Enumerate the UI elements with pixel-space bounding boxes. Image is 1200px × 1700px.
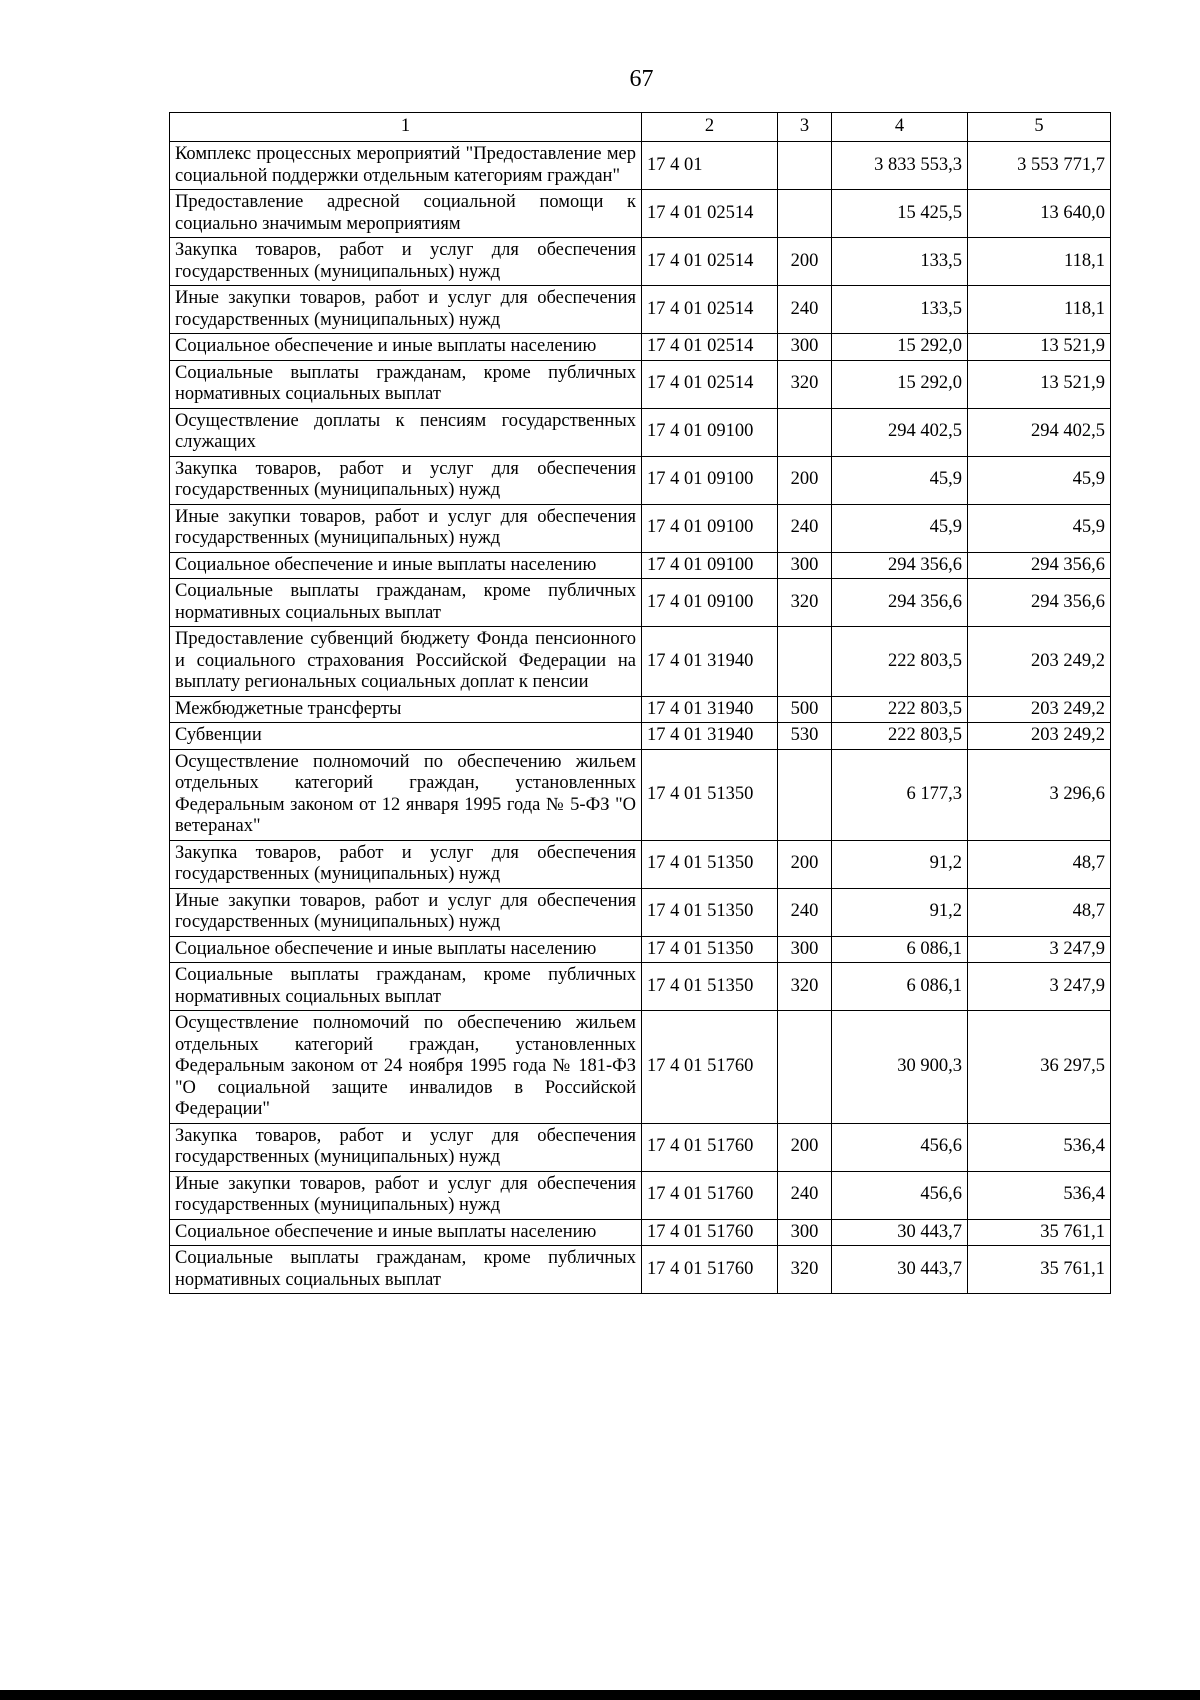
row-code-cell: 17 4 01: [642, 142, 778, 190]
row-code-cell: 17 4 01 51760: [642, 1011, 778, 1124]
row-value-col5-cell: 13 521,9: [968, 334, 1111, 361]
row-value-col4-cell: 222 803,5: [832, 723, 968, 750]
table-row: [170, 408, 1111, 456]
row-value-col4-cell: 6 177,3: [832, 749, 968, 840]
row-code-cell: 17 4 01 51350: [642, 749, 778, 840]
table-row: [170, 723, 1111, 750]
row-expense-type-cell: 320: [778, 963, 832, 1011]
row-code-cell: 17 4 01 51350: [642, 888, 778, 936]
table-row: [170, 504, 1111, 552]
row-value-col4-cell: 222 803,5: [832, 627, 968, 697]
table-row: [170, 1219, 1111, 1246]
row-value-col5-cell: 3 553 771,7: [968, 142, 1111, 190]
row-value-col5-cell: 3 247,9: [968, 936, 1111, 963]
row-code-cell: 17 4 01 02514: [642, 286, 778, 334]
row-expense-type-cell: 200: [778, 456, 832, 504]
row-expense-type-cell: 530: [778, 723, 832, 750]
row-code-cell: 17 4 01 51350: [642, 963, 778, 1011]
column-header: 4: [832, 113, 968, 142]
row-value-col5-cell: 3 247,9: [968, 963, 1111, 1011]
row-value-col4-cell: 15 425,5: [832, 190, 968, 238]
row-code-cell: 17 4 01 02514: [642, 360, 778, 408]
column-header: 3: [778, 113, 832, 142]
table-row: [170, 888, 1111, 936]
row-value-col4-cell: 6 086,1: [832, 963, 968, 1011]
table-row: [170, 1246, 1111, 1294]
row-code-cell: 17 4 01 09100: [642, 552, 778, 579]
row-value-col4-cell: 3 833 553,3: [832, 142, 968, 190]
row-value-col5-cell: 294 356,6: [968, 552, 1111, 579]
row-expense-type-cell: 240: [778, 1171, 832, 1219]
row-code-cell: 17 4 01 51350: [642, 936, 778, 963]
row-value-col5-cell: 203 249,2: [968, 627, 1111, 697]
row-expense-type-cell: 240: [778, 504, 832, 552]
row-value-col5-cell: 203 249,2: [968, 696, 1111, 723]
row-value-col4-cell: 133,5: [832, 286, 968, 334]
row-value-col5-cell: 536,4: [968, 1171, 1111, 1219]
row-value-col4-cell: 456,6: [832, 1171, 968, 1219]
row-value-col5-cell: 48,7: [968, 840, 1111, 888]
row-value-col5-cell: 294 402,5: [968, 408, 1111, 456]
column-header: 1: [170, 113, 642, 142]
row-value-col4-cell: 294 356,6: [832, 579, 968, 627]
row-expense-type-cell: 200: [778, 238, 832, 286]
table-body: [170, 142, 1111, 1294]
row-value-col5-cell: 35 761,1: [968, 1246, 1111, 1294]
row-code-cell: 17 4 01 51760: [642, 1246, 778, 1294]
row-value-col5-cell: 536,4: [968, 1123, 1111, 1171]
row-name-cell: Предоставление адресной социальной помощи к социально значимым мероприятиям: [170, 190, 642, 238]
row-name-cell: Иные закупки товаров, работ и услуг для обеспечения государственных (муниципальных) нужд: [170, 1171, 642, 1219]
row-expense-type-cell: 300: [778, 552, 832, 579]
row-code-cell: 17 4 01 31940: [642, 627, 778, 697]
row-expense-type-cell: 200: [778, 1123, 832, 1171]
row-code-cell: 17 4 01 09100: [642, 504, 778, 552]
row-code-cell: 17 4 01 51760: [642, 1123, 778, 1171]
row-value-col4-cell: 45,9: [832, 456, 968, 504]
row-value-col5-cell: 294 356,6: [968, 579, 1111, 627]
row-expense-type-cell: [778, 627, 832, 697]
table-header-row: [170, 113, 1111, 142]
row-name-cell: Социальное обеспечение и иные выплаты населению: [170, 552, 642, 579]
row-value-col4-cell: 45,9: [832, 504, 968, 552]
table-row: [170, 963, 1111, 1011]
row-name-cell: Социальное обеспечение и иные выплаты населению: [170, 1219, 642, 1246]
row-code-cell: 17 4 01 09100: [642, 456, 778, 504]
row-expense-type-cell: 300: [778, 334, 832, 361]
row-value-col4-cell: 15 292,0: [832, 360, 968, 408]
row-name-cell: Осуществление доплаты к пенсиям государственных служащих: [170, 408, 642, 456]
row-name-cell: Социальные выплаты гражданам, кроме публичных нормативных социальных выплат: [170, 963, 642, 1011]
row-code-cell: 17 4 01 02514: [642, 334, 778, 361]
row-name-cell: Иные закупки товаров, работ и услуг для обеспечения государственных (муниципальных) нужд: [170, 504, 642, 552]
row-code-cell: 17 4 01 02514: [642, 190, 778, 238]
row-expense-type-cell: [778, 749, 832, 840]
table-row: [170, 749, 1111, 840]
row-value-col4-cell: 294 402,5: [832, 408, 968, 456]
row-value-col5-cell: 48,7: [968, 888, 1111, 936]
row-expense-type-cell: 320: [778, 360, 832, 408]
row-value-col5-cell: 36 297,5: [968, 1011, 1111, 1124]
row-value-col4-cell: 15 292,0: [832, 334, 968, 361]
row-code-cell: 17 4 01 09100: [642, 579, 778, 627]
row-expense-type-cell: [778, 142, 832, 190]
row-name-cell: Осуществление полномочий по обеспечению жильем отдельных категорий граждан, установленных Федеральным законом от 24 ноября 1995 года № 181-ФЗ "О социальной защите инвалидов в Российской Федерации": [170, 1011, 642, 1124]
row-name-cell: Закупка товаров, работ и услуг для обеспечения государственных (муниципальных) нужд: [170, 1123, 642, 1171]
row-value-col4-cell: 30 900,3: [832, 1011, 968, 1124]
table-row: [170, 627, 1111, 697]
row-name-cell: Закупка товаров, работ и услуг для обеспечения государственных (муниципальных) нужд: [170, 238, 642, 286]
table-row: [170, 1123, 1111, 1171]
row-value-col4-cell: 91,2: [832, 840, 968, 888]
row-expense-type-cell: 300: [778, 936, 832, 963]
row-value-col4-cell: 6 086,1: [832, 936, 968, 963]
row-value-col5-cell: 118,1: [968, 238, 1111, 286]
table-row: [170, 696, 1111, 723]
row-value-col4-cell: 30 443,7: [832, 1219, 968, 1246]
row-name-cell: Субвенции: [170, 723, 642, 750]
table-row: [170, 936, 1111, 963]
row-value-col4-cell: 456,6: [832, 1123, 968, 1171]
column-header: 5: [968, 113, 1111, 142]
row-expense-type-cell: 500: [778, 696, 832, 723]
row-value-col4-cell: 294 356,6: [832, 552, 968, 579]
row-name-cell: Социальное обеспечение и иные выплаты населению: [170, 334, 642, 361]
table-row: [170, 334, 1111, 361]
row-expense-type-cell: 200: [778, 840, 832, 888]
row-value-col5-cell: 13 521,9: [968, 360, 1111, 408]
row-expense-type-cell: 320: [778, 1246, 832, 1294]
row-value-col5-cell: 35 761,1: [968, 1219, 1111, 1246]
row-value-col5-cell: 3 296,6: [968, 749, 1111, 840]
row-name-cell: Иные закупки товаров, работ и услуг для обеспечения государственных (муниципальных) нужд: [170, 888, 642, 936]
row-value-col5-cell: 203 249,2: [968, 723, 1111, 750]
row-expense-type-cell: [778, 408, 832, 456]
row-expense-type-cell: 240: [778, 888, 832, 936]
row-name-cell: Осуществление полномочий по обеспечению жильем отдельных категорий граждан, установленных Федеральным законом от 12 января 1995 года № 5-ФЗ "О ветеранах": [170, 749, 642, 840]
column-header: 2: [642, 113, 778, 142]
row-name-cell: Комплекс процессных мероприятий "Предоставление мер социальной поддержки отдельным категориям граждан": [170, 142, 642, 190]
row-code-cell: 17 4 01 31940: [642, 696, 778, 723]
row-name-cell: Межбюджетные трансферты: [170, 696, 642, 723]
table-row: [170, 286, 1111, 334]
page-number: 67: [629, 66, 654, 92]
row-expense-type-cell: 240: [778, 286, 832, 334]
table-row: [170, 456, 1111, 504]
row-expense-type-cell: [778, 1011, 832, 1124]
row-code-cell: 17 4 01 51350: [642, 840, 778, 888]
row-value-col5-cell: 45,9: [968, 504, 1111, 552]
table-row: [170, 840, 1111, 888]
table-row: [170, 1171, 1111, 1219]
row-value-col5-cell: 13 640,0: [968, 190, 1111, 238]
table-row: [170, 190, 1111, 238]
table-row: [170, 1011, 1111, 1124]
row-code-cell: 17 4 01 02514: [642, 238, 778, 286]
table-row: [170, 579, 1111, 627]
row-value-col5-cell: 45,9: [968, 456, 1111, 504]
row-value-col4-cell: 222 803,5: [832, 696, 968, 723]
row-value-col4-cell: 133,5: [832, 238, 968, 286]
row-name-cell: Социальное обеспечение и иные выплаты населению: [170, 936, 642, 963]
row-value-col4-cell: 91,2: [832, 888, 968, 936]
scan-edge-bar: [0, 1690, 1200, 1700]
row-code-cell: 17 4 01 31940: [642, 723, 778, 750]
row-name-cell: Закупка товаров, работ и услуг для обеспечения государственных (муниципальных) нужд: [170, 840, 642, 888]
row-expense-type-cell: [778, 190, 832, 238]
table-row: [170, 552, 1111, 579]
table-row: [170, 142, 1111, 190]
row-expense-type-cell: 320: [778, 579, 832, 627]
row-value-col4-cell: 30 443,7: [832, 1246, 968, 1294]
row-name-cell: Социальные выплаты гражданам, кроме публичных нормативных социальных выплат: [170, 579, 642, 627]
row-code-cell: 17 4 01 51760: [642, 1171, 778, 1219]
row-name-cell: Социальные выплаты гражданам, кроме публичных нормативных социальных выплат: [170, 360, 642, 408]
budget-table: [169, 112, 1111, 1294]
row-name-cell: Социальные выплаты гражданам, кроме публичных нормативных социальных выплат: [170, 1246, 642, 1294]
row-name-cell: Закупка товаров, работ и услуг для обеспечения государственных (муниципальных) нужд: [170, 456, 642, 504]
row-expense-type-cell: 300: [778, 1219, 832, 1246]
row-name-cell: Предоставление субвенций бюджету Фонда пенсионного и социального страхования Российской Федерации на выплату региональных социальных доплат к пенсии: [170, 627, 642, 697]
row-code-cell: 17 4 01 09100: [642, 408, 778, 456]
table-row: [170, 238, 1111, 286]
row-code-cell: 17 4 01 51760: [642, 1219, 778, 1246]
row-name-cell: Иные закупки товаров, работ и услуг для обеспечения государственных (муниципальных) нужд: [170, 286, 642, 334]
table-row: [170, 360, 1111, 408]
row-value-col5-cell: 118,1: [968, 286, 1111, 334]
